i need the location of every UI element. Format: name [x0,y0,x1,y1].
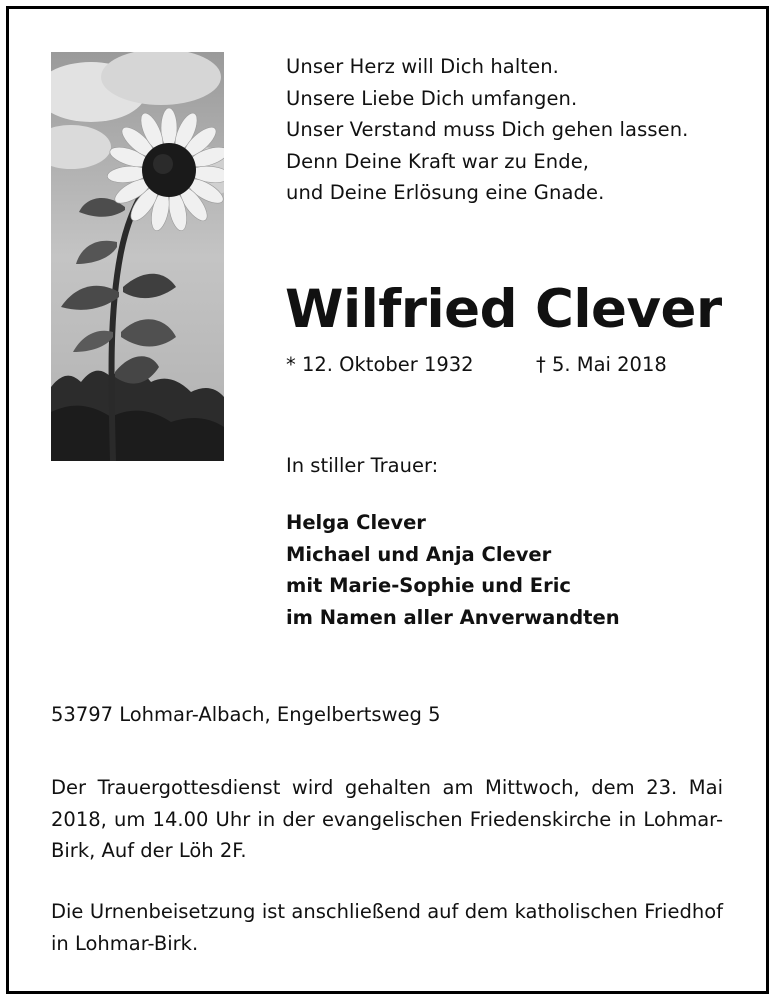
poem-line: Unser Herz will Dich halten. [286,55,559,78]
deceased-name: Wilfried Clever [285,279,722,340]
birth-date: * 12. Oktober 1932 [286,353,474,376]
mourner: mit Marie-Sophie und Eric [286,574,571,597]
poem-line: Unser Verstand muss Dich gehen lassen. [286,118,689,141]
sunflower-icon [51,52,224,461]
mourner: Michael und Anja Clever [286,542,552,566]
poem [286,51,688,209]
burial-announcement: Die Urnenbeisetzung ist anschließend auf dem katholischen Friedhof in Lohmar-Birk. [51,900,723,955]
poem-line: und Deine Erlösung eine Gnade. [286,181,605,204]
family-address: 53797 Lohmar-Albach, Engelbertsweg 5 [51,703,441,726]
mourning-intro: In stiller Trauer: [286,454,439,477]
death-date: † 5. Mai 2018 [536,353,667,376]
mourner: Helga Clever [286,511,426,534]
poem-line: Denn Deine Kraft war zu Ende, [286,149,590,173]
obituary-notice [6,6,769,994]
service-announcement: Der Trauergottesdienst wird gehalten am Mittwoch, dem 23. Mai 2018, um 14.00 Uhr in der evangelischen Friedenskirche in Lohmar-Birk, Auf der Löh 2F. [51,776,723,862]
mourner: im Namen aller Anverwandten [286,605,620,629]
life-dates [286,353,667,376]
mourners-list [286,507,620,633]
poem-line: Unsere Liebe Dich umfangen. [286,86,578,110]
sunflower-photo [51,52,224,461]
